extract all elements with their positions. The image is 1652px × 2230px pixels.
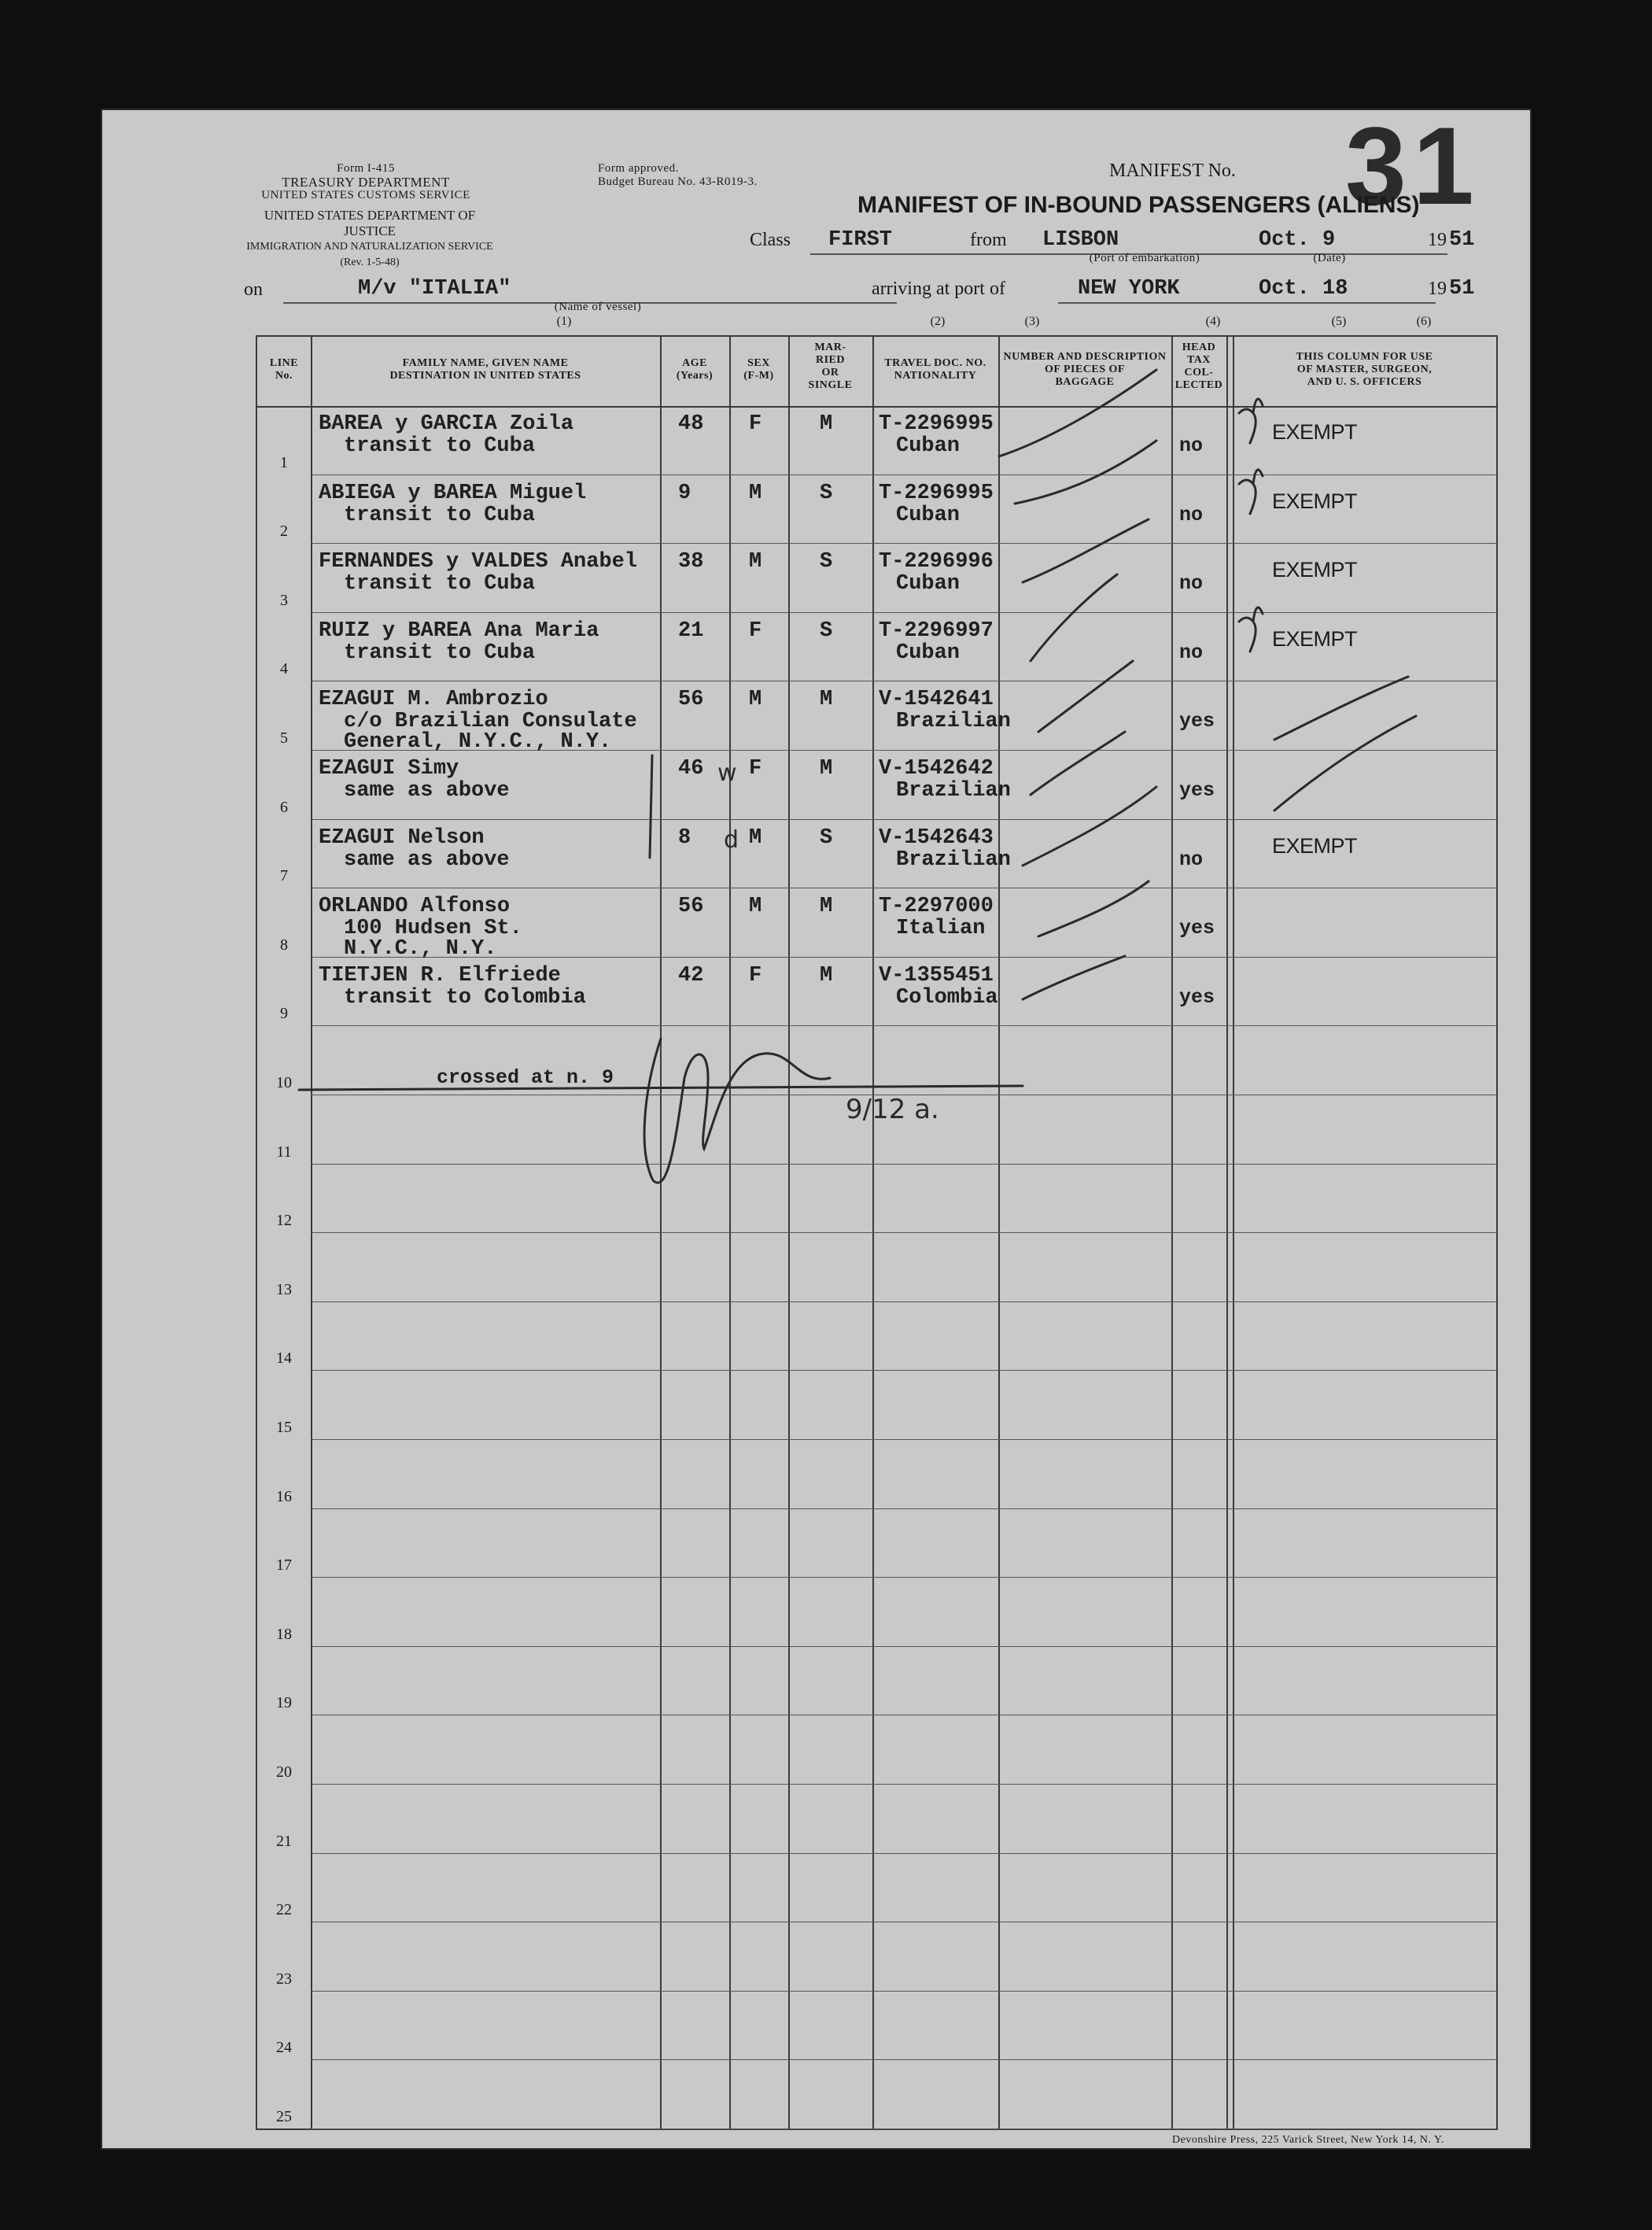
passenger-age: 56 bbox=[678, 688, 704, 712]
arrival-date: Oct. 18 bbox=[1259, 277, 1348, 301]
passenger-age: 38 bbox=[678, 550, 704, 574]
passenger-marital-status: M bbox=[820, 412, 833, 436]
table-row bbox=[257, 2060, 1496, 2129]
arrival-port: NEW YORK bbox=[1078, 277, 1180, 301]
passenger-sex: F bbox=[749, 618, 762, 643]
officer-stamp: EXEMPT bbox=[1272, 489, 1358, 513]
passenger-nationality: Cuban bbox=[896, 434, 961, 458]
arrival-year-prefix: 19 bbox=[1428, 279, 1447, 299]
passenger-destination-2: N.Y.C., N.Y. bbox=[344, 937, 497, 962]
passenger-destination: transit to Cuba bbox=[344, 572, 536, 596]
col-number-6: (6) bbox=[1416, 315, 1432, 328]
line-number: 3 bbox=[280, 591, 288, 609]
passenger-age: 8 bbox=[678, 825, 691, 850]
passenger-head-tax: yes bbox=[1179, 779, 1215, 802]
table-row bbox=[257, 475, 1496, 545]
table-row bbox=[257, 1302, 1496, 1372]
passenger-name: EZAGUI M. Ambrozio bbox=[319, 688, 548, 712]
line-number: 4 bbox=[280, 660, 288, 678]
passenger-sex: F bbox=[749, 412, 762, 436]
table-row bbox=[257, 1509, 1496, 1578]
passenger-nationality: Brazilian bbox=[896, 710, 1011, 734]
footer-imprint: Devonshire Press, 225 Varick Street, New York 14, N. Y. bbox=[1172, 2134, 1444, 2146]
line-number: 10 bbox=[276, 1073, 292, 1091]
passenger-sex: F bbox=[749, 963, 762, 988]
passenger-name: TIETJEN R. Elfriede bbox=[319, 963, 561, 988]
arrival-year: 51 bbox=[1449, 277, 1475, 301]
col-number-3: (3) bbox=[1024, 315, 1040, 328]
table-row bbox=[257, 1785, 1496, 1854]
passenger-name: EZAGUI Nelson bbox=[319, 825, 485, 850]
col-number-1: (1) bbox=[556, 315, 572, 328]
header-baggage: NUMBER AND DESCRIPTION OF PIECES OF BAGGAGE bbox=[1003, 351, 1167, 388]
form-number: Form I-415 bbox=[337, 162, 395, 175]
row-divider bbox=[311, 2128, 1496, 2129]
header-married: MAR- RIED OR SINGLE bbox=[808, 342, 853, 391]
page-title: MANIFEST OF IN-BOUND PASSENGERS (ALIENS) bbox=[857, 192, 1420, 218]
line-number: 9 bbox=[280, 1005, 288, 1023]
passenger-nationality: Cuban bbox=[896, 572, 961, 596]
passenger-travel-doc: T-2296995 bbox=[879, 481, 994, 505]
passenger-head-tax: yes bbox=[1179, 917, 1215, 940]
table-row bbox=[257, 1854, 1496, 1923]
passenger-destination: c/o Brazilian Consulate bbox=[344, 710, 637, 734]
header-name: FAMILY NAME, GIVEN NAME DESTINATION IN UNITED STATES bbox=[389, 357, 581, 382]
justice-info bbox=[244, 208, 496, 271]
table-row bbox=[257, 1992, 1496, 2061]
ins-label: IMMIGRATION AND NATURALIZATION SERVICE bbox=[246, 241, 493, 253]
table-row bbox=[257, 681, 1496, 755]
line-number: 22 bbox=[276, 1901, 292, 1919]
header-sex: SEX (F-M) bbox=[743, 357, 774, 382]
header-line-no: LINE No. bbox=[269, 357, 299, 382]
passenger-name: ORLANDO Alfonso bbox=[319, 895, 511, 919]
passenger-travel-doc: T-2296997 bbox=[879, 618, 994, 643]
form-approved: Form approved. bbox=[598, 162, 679, 175]
passenger-travel-doc: V-1542641 bbox=[879, 688, 994, 712]
passenger-destination: transit to Cuba bbox=[344, 434, 536, 458]
passenger-destination: 100 Hudsen St. bbox=[344, 917, 522, 941]
header-age: AGE (Years) bbox=[676, 357, 714, 382]
table-row bbox=[257, 1440, 1496, 1509]
arrival-underline bbox=[1058, 302, 1436, 304]
year-prefix: 19 bbox=[1428, 230, 1447, 250]
passenger-destination: transit to Colombia bbox=[344, 985, 586, 1010]
table-row bbox=[257, 1647, 1496, 1716]
table-row bbox=[257, 1922, 1496, 1992]
passenger-marital-status: M bbox=[820, 895, 833, 919]
vessel-caption: (Name of vessel) bbox=[554, 301, 642, 313]
line-number: 18 bbox=[276, 1625, 292, 1643]
passenger-marital-status: S bbox=[820, 550, 833, 574]
table-row bbox=[257, 958, 1496, 1027]
passenger-nationality: Cuban bbox=[896, 503, 961, 527]
header-travel-doc: TRAVEL DOC. NO. NATIONALITY bbox=[884, 357, 986, 382]
table-row bbox=[257, 1578, 1496, 1647]
line-number: 12 bbox=[276, 1212, 292, 1230]
passenger-marital-status: M bbox=[820, 757, 833, 781]
passenger-nationality: Cuban bbox=[896, 641, 961, 665]
header-officers: THIS COLUMN FOR USE OF MASTER, SURGEON, AND U. S. OFFICERS bbox=[1296, 351, 1433, 388]
table-row bbox=[257, 820, 1496, 889]
col-number-2: (2) bbox=[930, 315, 946, 328]
customs-label: UNITED STATES CUSTOMS SERVICE bbox=[261, 189, 470, 201]
table-row bbox=[257, 1233, 1496, 1302]
approval-info bbox=[598, 162, 818, 189]
table-row bbox=[257, 1165, 1496, 1234]
officer-stamp: EXEMPT bbox=[1272, 558, 1358, 582]
passenger-travel-doc: T-2296995 bbox=[879, 412, 994, 436]
sex-note-d: d bbox=[724, 826, 739, 854]
from-value: LISBON bbox=[1042, 228, 1119, 252]
class-label: Class bbox=[750, 230, 791, 250]
line-number: 23 bbox=[276, 1970, 292, 1988]
passenger-destination: transit to Cuba bbox=[344, 641, 536, 665]
line-number: 25 bbox=[276, 2107, 292, 2125]
line-number: 11 bbox=[276, 1143, 292, 1161]
passenger-travel-doc: T-2297000 bbox=[879, 895, 994, 919]
passenger-head-tax: no bbox=[1179, 847, 1204, 871]
passenger-age: 9 bbox=[678, 481, 691, 505]
passenger-sex: M bbox=[749, 895, 762, 919]
form-info bbox=[260, 162, 472, 202]
passenger-sex: M bbox=[749, 688, 762, 712]
table-row bbox=[257, 888, 1496, 962]
passenger-sex: M bbox=[749, 550, 762, 574]
passenger-nationality: Brazilian bbox=[896, 847, 1011, 872]
passenger-name: BAREA y GARCIA Zoila bbox=[319, 412, 574, 436]
line-number: 5 bbox=[280, 729, 288, 747]
line-number: 16 bbox=[276, 1487, 292, 1505]
officer-stamp: EXEMPT bbox=[1272, 833, 1358, 858]
passenger-nationality: Brazilian bbox=[896, 779, 1011, 803]
line-number: 24 bbox=[276, 2039, 292, 2057]
line-number: 1 bbox=[280, 453, 288, 471]
table-row bbox=[257, 613, 1496, 682]
passenger-marital-status: S bbox=[820, 618, 833, 643]
line-number: 6 bbox=[280, 798, 288, 816]
line-number: 19 bbox=[276, 1694, 292, 1712]
line-number: 8 bbox=[280, 936, 288, 954]
on-label: on bbox=[244, 279, 263, 300]
line-number: 21 bbox=[276, 1832, 292, 1850]
arriving-label: arriving at port of bbox=[872, 279, 1005, 299]
passenger-travel-doc: V-1542643 bbox=[879, 825, 994, 850]
justice-label: UNITED STATES DEPARTMENT OF JUSTICE bbox=[264, 208, 476, 238]
passenger-age: 21 bbox=[678, 618, 704, 643]
passenger-marital-status: M bbox=[820, 688, 833, 712]
passenger-destination: transit to Cuba bbox=[344, 503, 536, 527]
passenger-marital-status: M bbox=[820, 963, 833, 988]
budget-bureau: Budget Bureau No. 43-R019-3. bbox=[598, 175, 758, 188]
passenger-head-tax: no bbox=[1179, 503, 1204, 526]
passenger-sex: M bbox=[749, 481, 762, 505]
line-number: 2 bbox=[280, 522, 288, 541]
passenger-sex: M bbox=[749, 825, 762, 850]
passenger-nationality: Colombia bbox=[896, 985, 998, 1010]
manifest-no-label: MANIFEST No. bbox=[1109, 161, 1236, 181]
line-number: 15 bbox=[276, 1418, 292, 1436]
passenger-name: RUIZ y BAREA Ana Maria bbox=[319, 618, 599, 643]
passenger-head-tax: no bbox=[1179, 641, 1204, 664]
passenger-head-tax: no bbox=[1179, 572, 1204, 596]
manifest-number: 31 bbox=[1345, 104, 1481, 227]
departure-year: 51 bbox=[1449, 228, 1475, 252]
passenger-destination: same as above bbox=[344, 779, 510, 803]
passenger-table bbox=[256, 335, 1498, 2130]
rev-label: (Rev. 1-5-48) bbox=[340, 257, 400, 268]
class-value: FIRST bbox=[828, 228, 893, 252]
class-underline bbox=[810, 253, 1015, 255]
passenger-marital-status: S bbox=[820, 825, 833, 850]
departure-date: Oct. 9 bbox=[1259, 228, 1336, 252]
col-number-5: (5) bbox=[1331, 315, 1347, 328]
port-embarkation-caption: (Port of embarkation) bbox=[1089, 252, 1200, 264]
table-row bbox=[257, 544, 1496, 613]
passenger-travel-doc: T-2296996 bbox=[879, 550, 994, 574]
line-number: 20 bbox=[276, 1763, 292, 1781]
table-row bbox=[257, 406, 1496, 475]
passenger-age: 48 bbox=[678, 412, 704, 436]
passenger-head-tax: yes bbox=[1179, 985, 1215, 1009]
table-row bbox=[257, 751, 1496, 820]
passenger-age: 56 bbox=[678, 895, 704, 919]
col-number-4: (4) bbox=[1205, 315, 1221, 328]
table-row bbox=[257, 1715, 1496, 1785]
passenger-travel-doc: V-1355451 bbox=[879, 963, 994, 988]
passenger-name: ABIEGA y BAREA Miguel bbox=[319, 481, 587, 505]
table-row bbox=[257, 1371, 1496, 1440]
passenger-travel-doc: V-1542642 bbox=[879, 757, 994, 781]
passenger-nationality: Italian bbox=[896, 917, 986, 941]
initials-handwritten: 9/12 a. bbox=[846, 1094, 939, 1125]
passenger-destination: same as above bbox=[344, 847, 510, 872]
passenger-age: 46 bbox=[678, 757, 704, 781]
passenger-sex: F bbox=[749, 757, 762, 781]
line-number: 7 bbox=[280, 867, 288, 885]
line-number: 13 bbox=[276, 1280, 292, 1298]
header-head-tax: HEAD TAX COL- LECTED bbox=[1174, 342, 1223, 391]
line-number: 17 bbox=[276, 1556, 292, 1575]
sex-note-w: w bbox=[717, 759, 737, 787]
treasury-label: TREASURY DEPARTMENT bbox=[282, 175, 450, 190]
passenger-name: EZAGUI Simy bbox=[319, 757, 459, 781]
passenger-destination-2: General, N.Y.C., N.Y. bbox=[344, 730, 612, 755]
line-number: 14 bbox=[276, 1349, 292, 1368]
closing-line-text: crossed at n. 9 bbox=[437, 1066, 614, 1089]
from-label: from bbox=[970, 230, 1007, 250]
officer-stamp: EXEMPT bbox=[1272, 626, 1358, 651]
passenger-head-tax: no bbox=[1179, 434, 1204, 457]
vessel-name: M/v "ITALIA" bbox=[358, 277, 511, 301]
passenger-age: 42 bbox=[678, 963, 704, 988]
passenger-head-tax: yes bbox=[1179, 710, 1215, 733]
date-caption: (Date) bbox=[1313, 252, 1346, 264]
passenger-name: FERNANDES y VALDES Anabel bbox=[319, 550, 638, 574]
passenger-marital-status: S bbox=[820, 481, 833, 505]
officer-stamp: EXEMPT bbox=[1272, 420, 1358, 444]
